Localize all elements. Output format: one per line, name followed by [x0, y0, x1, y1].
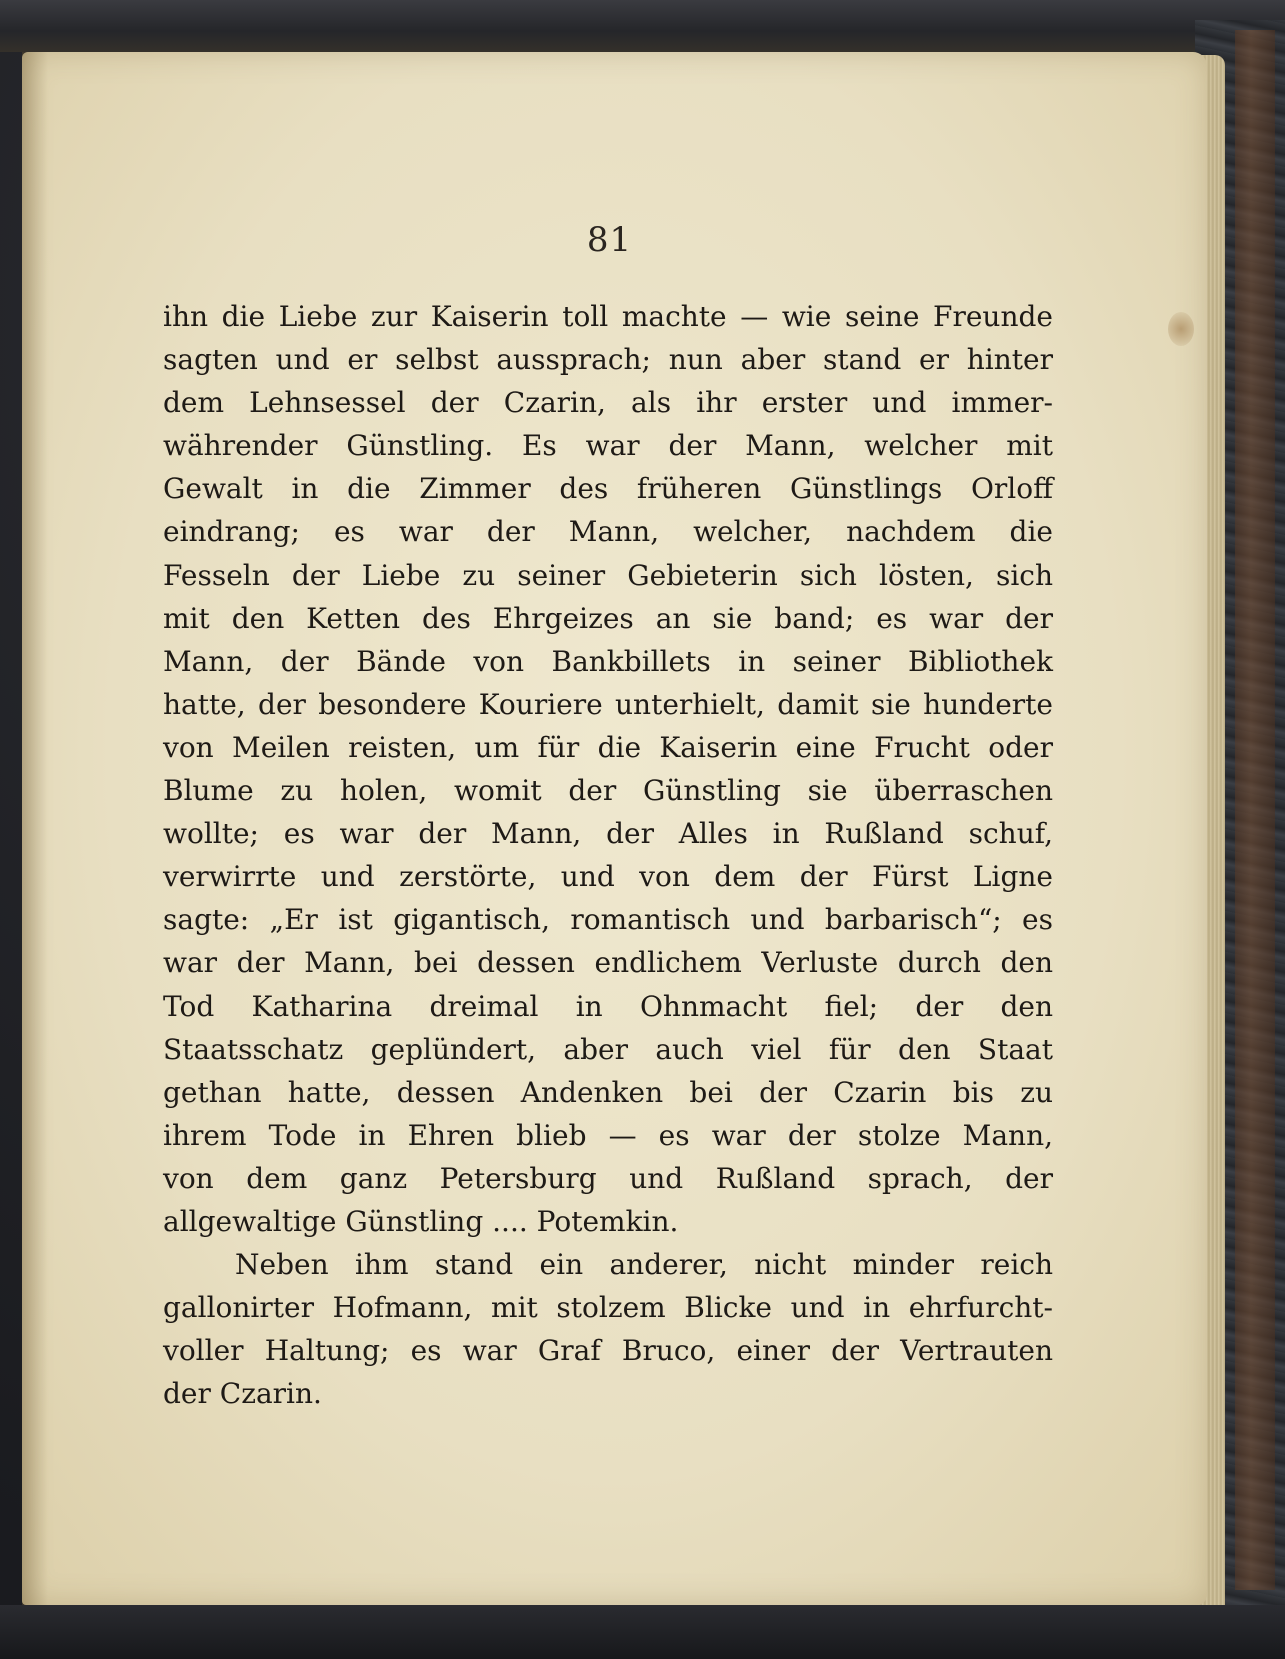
page-number: 81: [586, 220, 633, 260]
cover-leather-corner: [1235, 30, 1275, 1590]
text-line: Staatsschatz geplündert, aber auch viel für den Staat: [163, 1032, 1053, 1066]
text-line: Mann, der Bände von Bankbillets in seiner Bibliothek: [163, 644, 1053, 678]
text-line: gethan hatte, dessen Andenken bei der Czarin bis zu: [163, 1075, 1053, 1109]
text-line: Tod Katharina dreimal in Ohnmacht fiel; der den: [163, 989, 1053, 1023]
text-line: verwirrte und zerstörte, und von dem der Fürst Ligne: [163, 860, 1053, 894]
text-line: von dem ganz Petersburg und Rußland sprach, der: [163, 1161, 1053, 1195]
text-line: gallonirter Hofmann, mit stolzem Blicke und in ehrfurcht-: [163, 1291, 1053, 1325]
text-line: sagte: „Er ist gigantisch, romantisch und barbarisch“; es: [163, 903, 1053, 937]
page-gutter-shadow: [22, 52, 48, 1605]
body-text: [163, 295, 1053, 1415]
text-line: Blume zu holen, womit der Günstling sie überraschen: [163, 774, 1053, 808]
text-line: war der Mann, bei dessen endlichem Verluste durch den: [163, 946, 1053, 980]
text-line: ihrem Tode in Ehren blieb — es war der stolze Mann,: [163, 1118, 1053, 1152]
text-line: allgewaltige Günstling .... Potemkin.: [163, 1204, 679, 1238]
text-line: hatte, der besondere Kouriere unterhielt, damit sie hunderte: [163, 687, 1053, 721]
text-line: Fesseln der Liebe zu seiner Gebieterin sich lösten, sich: [163, 558, 1053, 592]
text-line: mit den Ketten des Ehrgeizes an sie band; es war der: [163, 601, 1053, 635]
text-line: Neben ihm stand ein anderer, nicht minder reich: [235, 1248, 1053, 1282]
text-line: sagten und er selbst aussprach; nun aber stand er hinter: [163, 343, 1053, 377]
text-line: von Meilen reisten, um für die Kaiserin eine Frucht oder: [163, 730, 1053, 764]
text-line: ihn die Liebe zur Kaiserin toll machte — wie seine Freunde: [163, 300, 1053, 333]
book-page: [22, 52, 1207, 1605]
page-stain: [1168, 312, 1194, 346]
cover-edge-bottom: [0, 1605, 1285, 1659]
text-line: währender Günstling. Es war der Mann, welcher mit: [163, 429, 1053, 463]
text-line: eindrang; es war der Mann, welcher, nachdem die: [163, 515, 1053, 549]
text-line: Gewalt in die Zimmer des früheren Günstlings Orloff: [163, 472, 1053, 506]
cover-edge-top: [0, 0, 1285, 52]
text-line: wollte; es war der Mann, der Alles in Rußland schuf,: [163, 817, 1053, 851]
text-line: der Czarin.: [163, 1377, 322, 1411]
text-line: voller Haltung; es war Graf Bruco, einer der Vertrauten: [163, 1334, 1053, 1368]
text-line: dem Lehnsessel der Czarin, als ihr erster und immer-: [163, 386, 1053, 420]
